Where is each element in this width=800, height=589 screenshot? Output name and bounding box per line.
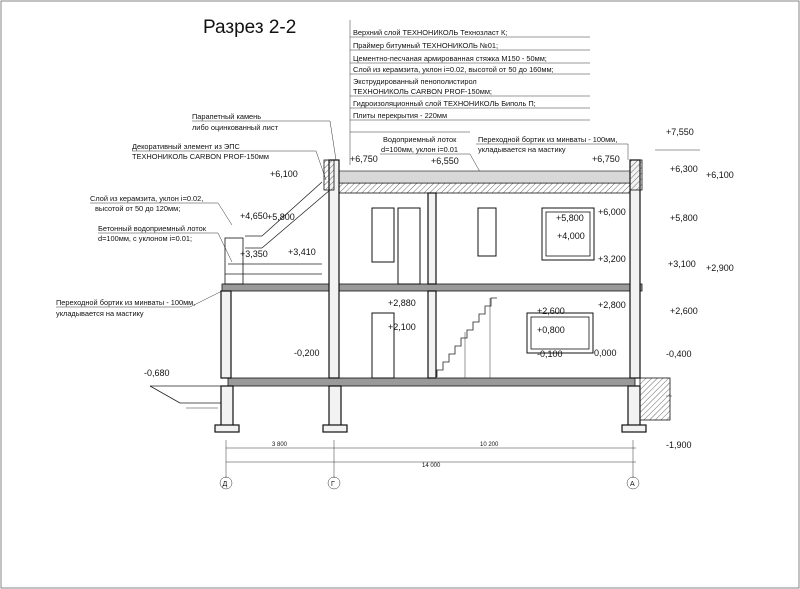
- terrace-railing: [225, 238, 243, 284]
- note-concrete-gutter-line2: d=100мм, с уклоном i=0.01;: [98, 234, 193, 243]
- parapet-right: [630, 160, 642, 190]
- inner-wall-lower: [428, 291, 436, 378]
- level-2600-middle: +2,600: [537, 306, 565, 316]
- level-6000: +6,000: [598, 207, 626, 217]
- note-clay-line2: высотой от 50 до 120мм;: [95, 204, 181, 213]
- note-curb-top-line2: укладывается на мастику: [478, 145, 566, 154]
- level-5800-left: +5,800: [267, 212, 295, 222]
- window-upper-left: [372, 208, 394, 262]
- note-curb-low-line1: Переходной бортик из минваты - 100мм,: [56, 298, 196, 307]
- level-6100-left: +6,100: [270, 169, 298, 179]
- roof-layer-5a: Экструдированный пенополистирол: [353, 77, 477, 86]
- note-parapet-line1: Парапетный камень: [192, 112, 262, 121]
- foundation-g-footing: [323, 425, 347, 432]
- level-3410: +3,410: [288, 247, 316, 257]
- note-deco-line2: ТЕХНОНИКОЛЬ CARBON PROF-150мм: [132, 152, 269, 161]
- level-5800-middle: +5,800: [556, 213, 584, 223]
- roof-layer-3: Цементно-песчаная армированная стяжка М150 - 50мм;: [353, 54, 547, 63]
- level-5800-right: +5,800: [670, 213, 698, 223]
- door-upper-left: [398, 208, 420, 284]
- level-2100: +2,100: [388, 322, 416, 332]
- foundation-d: [221, 386, 233, 431]
- foundation-a-footing: [622, 425, 646, 432]
- parapet-left: [324, 160, 334, 190]
- level-minus-0100: -0,100: [537, 349, 563, 359]
- note-clay-line1: Слой из керамзита, уклон i=0.02,: [90, 194, 204, 203]
- note-parapet-line2: либо оцинкованный лист: [192, 123, 278, 132]
- roof-layer-5b: ТЕХНОНИКОЛЬ CARBON PROF-150мм;: [353, 87, 492, 96]
- level-4650: +4,650: [240, 211, 268, 221]
- level-minus-0400: -0,400: [666, 349, 692, 359]
- roof-layer-6: Гидроизоляционный слой ТЕХНОНИКОЛЬ Биполь П;: [353, 99, 536, 108]
- roof-layer-1: Верхний слой ТЕХНОНИКОЛЬ Технозласт К;: [353, 28, 508, 37]
- roof-layer-7: Плиты перекрытия - 220мм: [353, 111, 448, 120]
- building-section: [215, 160, 670, 432]
- note-curb-low-line2: укладывается на мастику: [56, 309, 144, 318]
- note-gutter-line2: d=100мм, уклон i=0.01: [381, 145, 459, 154]
- level-3200: +3,200: [598, 254, 626, 264]
- level-4000: +4,000: [557, 231, 585, 241]
- level-2880: +2,880: [388, 298, 416, 308]
- foundation-g: [329, 386, 341, 431]
- wall-axis-d-lower: [221, 291, 231, 378]
- roof-insulation: [330, 171, 635, 183]
- foundation-a-insulation: [640, 378, 670, 420]
- level-3350: +3,350: [240, 249, 268, 259]
- level-6750-right: +6,750: [592, 154, 620, 164]
- level-minus-0200: -0,200: [294, 348, 320, 358]
- drawing-title: Разрез 2-2: [203, 17, 297, 38]
- level-0000: 0,000: [594, 348, 617, 358]
- axis-g: Г: [331, 481, 335, 488]
- note-gutter-line1: Водоприемный лоток: [383, 135, 457, 144]
- first-floor-slab: [222, 284, 642, 291]
- axis-a: А: [630, 481, 635, 488]
- roof-layer-2: Праймер битумный ТЕХНОНИКОЛЬ №01;: [353, 41, 499, 50]
- wall-axis-g: [329, 160, 339, 378]
- dimension-span2: 10 200: [480, 442, 499, 448]
- level-minus-1900: -1,900: [666, 440, 692, 450]
- inner-wall-upper: [428, 193, 436, 284]
- roof-slab: [330, 183, 635, 193]
- level-2600-right: +2,600: [670, 306, 698, 316]
- foundation-a: [628, 386, 640, 431]
- roof-layer-4: Слой из керамзита, уклон i=0.02, высотой от 50 до 160мм;: [353, 65, 554, 74]
- dimension-total: 14 000: [422, 463, 441, 469]
- window-upper-middle: [478, 208, 496, 256]
- level-2900: +2,900: [706, 263, 734, 273]
- level-6750-left: +6,750: [350, 154, 378, 164]
- dimension-span1: 3 800: [272, 442, 288, 448]
- wall-axis-a: [630, 160, 640, 378]
- level-2800: +2,800: [598, 300, 626, 310]
- level-3100: +3,100: [668, 259, 696, 269]
- stairs: [437, 298, 497, 378]
- axis-markers: [220, 477, 639, 489]
- note-curb-top-line1: Переходной бортик из минваты - 100мм,: [478, 135, 618, 144]
- ground-floor-slab: [228, 378, 635, 386]
- level-minus-0680: -0,680: [144, 368, 170, 378]
- axis-d: Д: [222, 481, 228, 488]
- foundation-d-footing: [215, 425, 239, 432]
- level-6100-right: +6,100: [706, 170, 734, 180]
- level-7550: +7,550: [666, 127, 694, 137]
- level-6550: +6,550: [431, 156, 459, 166]
- note-deco-line1: Декоративный элемент из ЭПС: [132, 142, 240, 151]
- note-concrete-gutter-line1: Бетонный водоприемный лоток: [98, 224, 206, 233]
- level-6300: +6,300: [670, 164, 698, 174]
- dimension-chain: [226, 440, 636, 478]
- level-0800: +0,800: [537, 325, 565, 335]
